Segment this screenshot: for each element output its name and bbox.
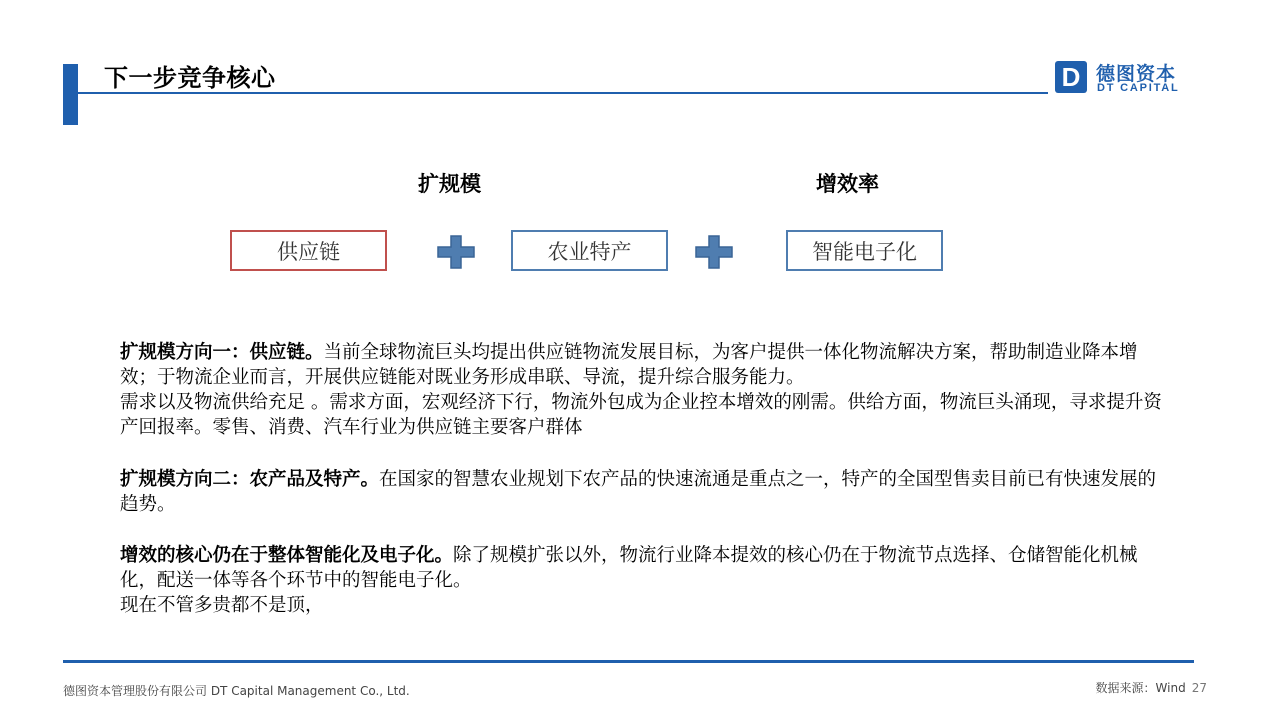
logo-name-cn: 德图资本 (1096, 63, 1177, 85)
title-divider (78, 92, 1048, 94)
paragraph-lead: 扩规模方向一：供应链。 (120, 342, 324, 363)
group-label-scale: 扩规模 (418, 171, 481, 196)
footer-meta (1096, 679, 1207, 696)
paragraph-efficiency (120, 543, 1170, 618)
paragraph-lead: 扩规模方向二：农产品及特产。 (120, 469, 380, 490)
footer-divider (63, 660, 1194, 663)
company-logo (1055, 61, 1180, 97)
plus-icon (437, 235, 475, 269)
footer-company: 德图资本管理股份有限公司 DT Capital Management Co., Ltd. (63, 684, 410, 698)
paragraph-extra: 现在不管多贵都不是顶， (120, 595, 324, 616)
group-label-efficiency: 增效率 (816, 171, 879, 196)
box-supply-chain: 供应链 (230, 230, 387, 271)
paragraph-text: 当前全球物流巨头均提出供应链物流发展目标，为客户提供一体化物流解决方案，帮助制造业降本增效；于物流企业而言，开展供应链能对既业务形成串联、导流，提升综合服务能力。 (120, 342, 1138, 388)
paragraph-extra: 需求以及物流供给充足 。需求方面，宏观经济下行，物流外包成为企业控本增效的刚需。供给方面，物流巨头涌现，寻求提升资产回报率。零售、消费、汽车行业为供应链主要客户群体 (120, 392, 1162, 438)
paragraph-supply-chain (120, 340, 1170, 440)
page-number: 27 (1191, 681, 1207, 695)
footer-source: 数据来源：Wind (1095, 681, 1186, 695)
logo-mark: D (1055, 61, 1087, 93)
paragraph-text: 在国家的智慧农业规划下农产品的快速流通是重点之一，特产的全国型售卖目前已有快速发展的趋势。 (120, 469, 1157, 515)
box-smart-electronic: 智能电子化 (786, 230, 943, 271)
plus-icon (695, 235, 733, 269)
title-accent-bar (63, 64, 78, 125)
page-title: 下一步竞争核心 (104, 64, 276, 92)
paragraph-lead: 增效的核心仍在于整体智能化及电子化。 (120, 545, 454, 566)
paragraph-agri (120, 467, 1170, 517)
box-agri-specialty: 农业特产 (511, 230, 668, 271)
paragraph-text: 除了规模扩张以外，物流行业降本提效的核心仍在于物流节点选择、仓储智能化机械化，配送一体等各个环节中的智能电子化。 (120, 545, 1138, 591)
logo-name-en: DT CAPITAL (1097, 82, 1180, 94)
